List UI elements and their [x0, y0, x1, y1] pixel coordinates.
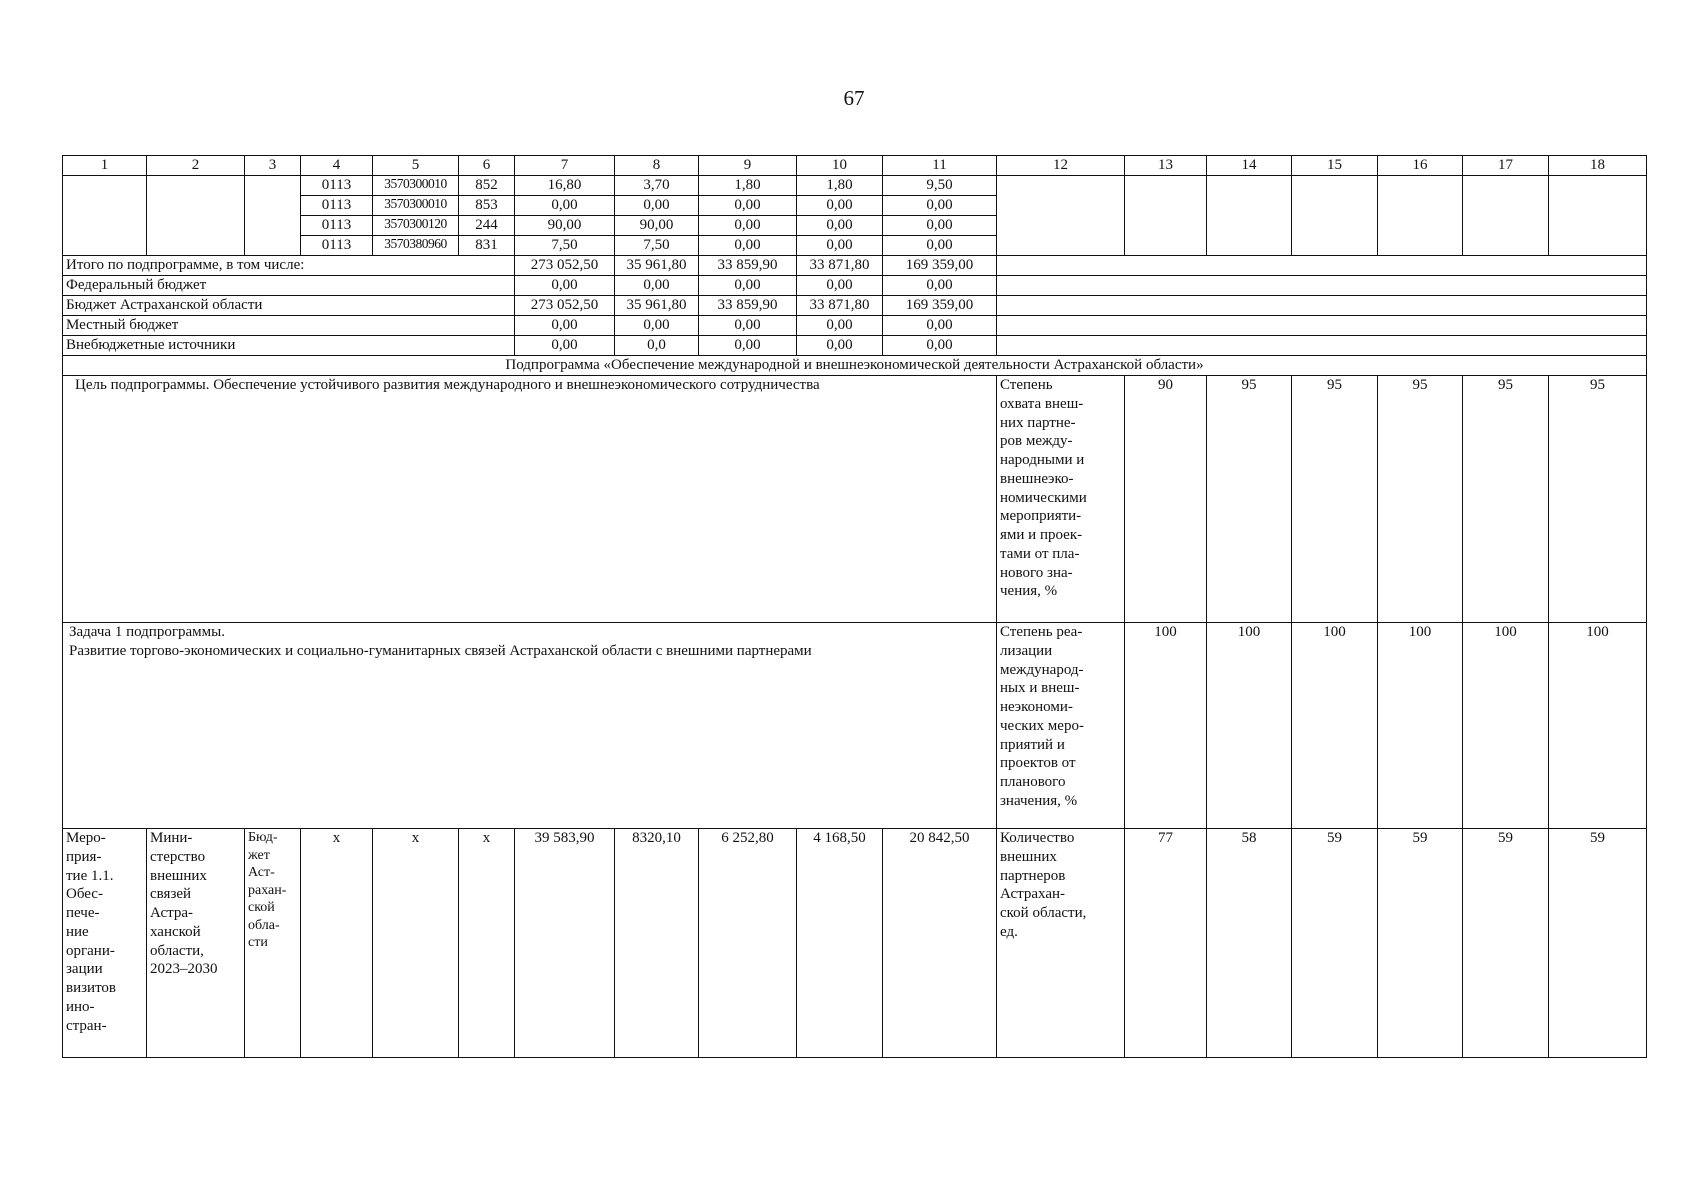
- task-row: [63, 623, 1647, 829]
- blank-cell: [997, 316, 1647, 336]
- activity-funding-source: Бюд- жет Аст- рахан- ской обла- сти: [245, 829, 301, 1058]
- amount-col8: 7,50: [615, 236, 699, 256]
- indicator-value: 100: [1125, 623, 1207, 829]
- blank-cell: [147, 176, 245, 256]
- activity-col5: x: [373, 829, 459, 1058]
- indicator-value: 95: [1207, 376, 1292, 623]
- summary-label: Итого по подпрограмме, в том числе:: [63, 256, 515, 276]
- amount-col10: 0,00: [797, 236, 883, 256]
- summary-label: Местный бюджет: [63, 316, 515, 336]
- header-cell: 13: [1125, 156, 1207, 176]
- header-cell: 14: [1207, 156, 1292, 176]
- code-row: [63, 176, 1647, 196]
- blank-cell: [1125, 176, 1207, 256]
- activity-executor: Мини- стерство внешних связей Астра- ханской области, 2023–2030: [147, 829, 245, 1058]
- indicator-value: 95: [1549, 376, 1647, 623]
- page-number: 67: [843, 86, 865, 110]
- amount-col10: 4 168,50: [797, 829, 883, 1058]
- expense-type-code: 852: [459, 176, 515, 196]
- indicator-value: 59: [1549, 829, 1647, 1058]
- header-cell: 12: [997, 156, 1125, 176]
- amount-total: 0,00: [515, 276, 615, 296]
- header-cell: 2: [147, 156, 245, 176]
- amount-col9: 0,00: [699, 236, 797, 256]
- goal-row: [63, 376, 1647, 623]
- header-cell: 11: [883, 156, 997, 176]
- activity-col6: x: [459, 829, 515, 1058]
- amount-total: 16,80: [515, 176, 615, 196]
- goal-text: Цель подпрограммы. Обеспечение устойчивого развития международного и внешнеэкономического сотрудничества: [63, 376, 997, 623]
- amount-col11: 9,50: [883, 176, 997, 196]
- goal-indicator: Степень охвата внеш- них партне- ров между- народными и внешнеэко- номическими мероприяти- ями и проек- тами от пла- нового зна- чения, %: [997, 376, 1125, 623]
- activity-col4: x: [301, 829, 373, 1058]
- section-code: 0113: [301, 176, 373, 196]
- target-article-code: 3570300120: [373, 216, 459, 236]
- section-code: 0113: [301, 216, 373, 236]
- summary-label: Внебюджетные источники: [63, 336, 515, 356]
- amount-col9: 0,00: [699, 276, 797, 296]
- amount-total: 273 052,50: [515, 296, 615, 316]
- amount-total: 90,00: [515, 216, 615, 236]
- amount-total: 0,00: [515, 196, 615, 216]
- header-cell: 3: [245, 156, 301, 176]
- header-cell: 5: [373, 156, 459, 176]
- amount-col8: 0,00: [615, 316, 699, 336]
- expense-type-code: 853: [459, 196, 515, 216]
- indicator-value: 100: [1292, 623, 1378, 829]
- amount-col11: 20 842,50: [883, 829, 997, 1058]
- amount-col8: 0,00: [615, 276, 699, 296]
- indicator-value: 95: [1378, 376, 1463, 623]
- header-cell: 10: [797, 156, 883, 176]
- summary-row: [63, 336, 1647, 356]
- amount-col9: 0,00: [699, 316, 797, 336]
- indicator-value: 95: [1463, 376, 1549, 623]
- indicator-value: 59: [1292, 829, 1378, 1058]
- amount-col11: 0,00: [883, 336, 997, 356]
- indicator-value: 100: [1463, 623, 1549, 829]
- section-code: 0113: [301, 236, 373, 256]
- target-article-code: 3570300010: [373, 196, 459, 216]
- activity-indicator: Количество внешних партнеров Астрахан- ской области, ед.: [997, 829, 1125, 1058]
- amount-col9: 0,00: [699, 336, 797, 356]
- indicator-value: 59: [1378, 829, 1463, 1058]
- amount-col8: 0,00: [615, 196, 699, 216]
- subprogram-title-row: [63, 356, 1647, 376]
- summary-label: Бюджет Астраханской области: [63, 296, 515, 316]
- target-article-code: 3570380960: [373, 236, 459, 256]
- amount-col11: 0,00: [883, 276, 997, 296]
- indicator-value: 58: [1207, 829, 1292, 1058]
- summary-row: [63, 316, 1647, 336]
- amount-col10: 1,80: [797, 176, 883, 196]
- header-cell: 1: [63, 156, 147, 176]
- summary-row: [63, 256, 1647, 276]
- amount-col9: 0,00: [699, 216, 797, 236]
- amount-col10: 33 871,80: [797, 296, 883, 316]
- blank-cell: [1549, 176, 1647, 256]
- amount-col10: 0,00: [797, 276, 883, 296]
- blank-cell: [997, 296, 1647, 316]
- header-cell: 9: [699, 156, 797, 176]
- amount-col9: 0,00: [699, 196, 797, 216]
- amount-col11: 169 359,00: [883, 296, 997, 316]
- indicator-value: 59: [1463, 829, 1549, 1058]
- amount-total: 7,50: [515, 236, 615, 256]
- amount-col9: 33 859,90: [699, 256, 797, 276]
- blank-cell: [997, 256, 1647, 276]
- amount-col8: 35 961,80: [615, 296, 699, 316]
- summary-row: [63, 296, 1647, 316]
- blank-cell: [1378, 176, 1463, 256]
- amount-col9: 1,80: [699, 176, 797, 196]
- blank-cell: [1207, 176, 1292, 256]
- amount-col11: 0,00: [883, 216, 997, 236]
- blank-cell: [1292, 176, 1378, 256]
- header-cell: 8: [615, 156, 699, 176]
- activity-name: Меро- прия- тие 1.1. Обес- пече- ние органи- зации визитов ино- стран-: [63, 829, 147, 1058]
- indicator-value: 77: [1125, 829, 1207, 1058]
- amount-col10: 0,00: [797, 216, 883, 236]
- header-cell: 4: [301, 156, 373, 176]
- amount-col8: 3,70: [615, 176, 699, 196]
- target-article-code: 3570300010: [373, 176, 459, 196]
- amount-total: 39 583,90: [515, 829, 615, 1058]
- indicator-value: 100: [1378, 623, 1463, 829]
- budget-table: [62, 155, 1647, 1058]
- amount-total: 273 052,50: [515, 256, 615, 276]
- blank-cell: [63, 176, 147, 256]
- column-number-row: [63, 156, 1647, 176]
- blank-cell: [997, 276, 1647, 296]
- task-indicator: Степень реа- лизации международ- ных и внеш- неэкономи- ческих меро- приятий и проектов от планового значения, %: [997, 623, 1125, 829]
- amount-col11: 169 359,00: [883, 256, 997, 276]
- indicator-value: 100: [1207, 623, 1292, 829]
- indicator-value: 95: [1292, 376, 1378, 623]
- blank-cell: [997, 176, 1125, 256]
- expense-type-code: 244: [459, 216, 515, 236]
- expense-type-code: 831: [459, 236, 515, 256]
- header-cell: 16: [1378, 156, 1463, 176]
- summary-row: [63, 276, 1647, 296]
- indicator-value: 100: [1549, 623, 1647, 829]
- amount-total: 0,00: [515, 336, 615, 356]
- amount-col8: 35 961,80: [615, 256, 699, 276]
- amount-col8: 8320,10: [615, 829, 699, 1058]
- amount-col11: 0,00: [883, 316, 997, 336]
- header-cell: 7: [515, 156, 615, 176]
- header-cell: 17: [1463, 156, 1549, 176]
- amount-col9: 33 859,90: [699, 296, 797, 316]
- summary-label: Федеральный бюджет: [63, 276, 515, 296]
- amount-col8: 90,00: [615, 216, 699, 236]
- activity-row: [63, 829, 1647, 1058]
- amount-col10: 0,00: [797, 336, 883, 356]
- blank-cell: [997, 336, 1647, 356]
- amount-col9: 6 252,80: [699, 829, 797, 1058]
- subprogram-title: Подпрограмма «Обеспечение международной и внешнеэкономической деятельности Астраханской области»: [63, 356, 1647, 376]
- amount-col10: 0,00: [797, 196, 883, 216]
- amount-col10: 0,00: [797, 316, 883, 336]
- task-text: Задача 1 подпрограммы. Развитие торгово-экономических и социально-гуманитарных связей Астраханской области с внешними партнерами: [63, 623, 997, 829]
- header-cell: 15: [1292, 156, 1378, 176]
- section-code: 0113: [301, 196, 373, 216]
- header-cell: 18: [1549, 156, 1647, 176]
- header-cell: 6: [459, 156, 515, 176]
- amount-col8: 0,0: [615, 336, 699, 356]
- amount-total: 0,00: [515, 316, 615, 336]
- blank-cell: [245, 176, 301, 256]
- indicator-value: 90: [1125, 376, 1207, 623]
- amount-col11: 0,00: [883, 196, 997, 216]
- amount-col10: 33 871,80: [797, 256, 883, 276]
- amount-col11: 0,00: [883, 236, 997, 256]
- blank-cell: [1463, 176, 1549, 256]
